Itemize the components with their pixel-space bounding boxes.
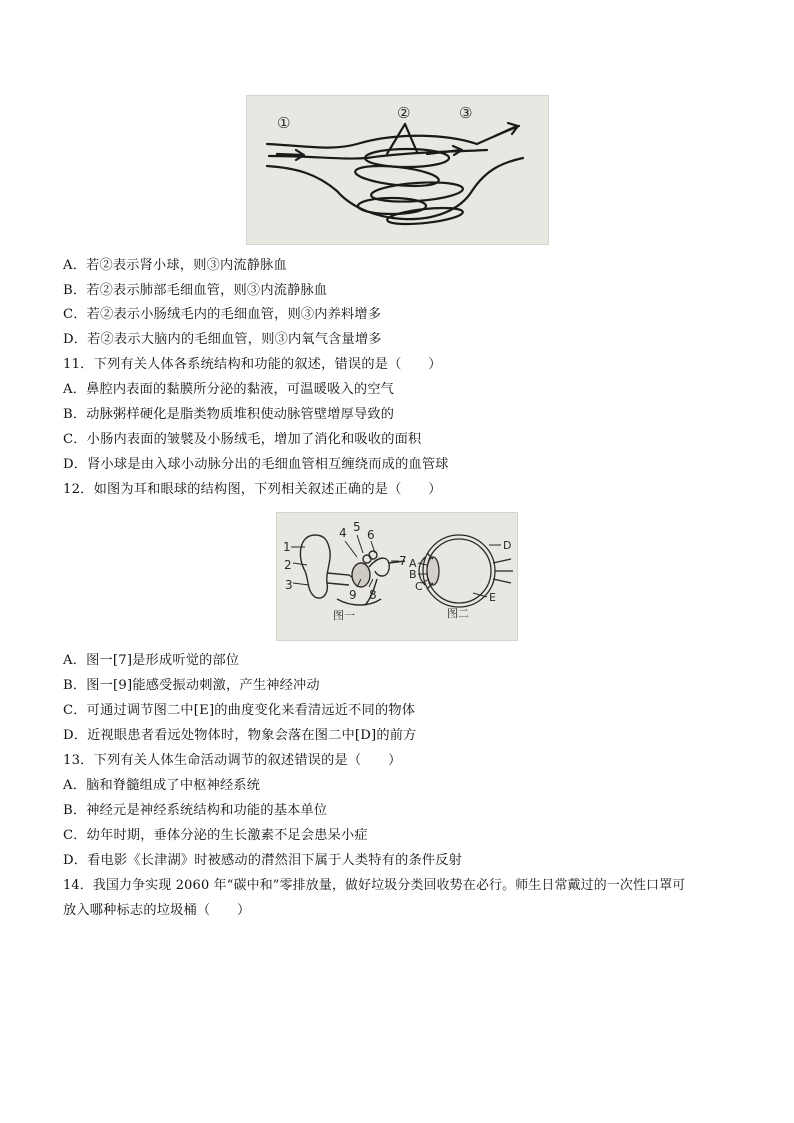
q13-option-c: C．幼年时期，垂体分泌的生长激素不足会患呆小症 — [63, 828, 368, 843]
q12-option-b: B．图一[9]能感受振动刺激，产生神经冲动 — [63, 678, 320, 693]
ear-num-4: 4 — [339, 526, 347, 540]
label-3: ③ — [459, 104, 473, 122]
q12-option-d: D．近视眼患者看远处物体时，物象会落在图二中[D]的前方 — [63, 728, 417, 743]
ear-num-3: 3 — [285, 578, 293, 592]
eye-letter-c: C — [415, 580, 423, 593]
q10-option-b: B．若②表示肺部毛细血管，则③内流静脉血 — [63, 283, 328, 298]
label-1: ① — [277, 114, 291, 132]
eye-letter-d: D — [503, 539, 512, 552]
q11-stem: 11．下列有关人体各系统结构和功能的叙述，错误的是（ ） — [63, 357, 442, 372]
label-2: ② — [397, 104, 411, 122]
q13-option-b: B．神经元是神经系统结构和功能的基本单位 — [63, 803, 328, 818]
q12-option-c: C．可通过调节图二中[E]的曲度变化来看清远近不同的物体 — [63, 703, 416, 718]
ear-num-7: 7 — [399, 554, 407, 568]
q11-option-c: C．小肠内表面的皱襞及小肠绒毛，增加了消化和吸收的面积 — [63, 432, 422, 447]
caption-left: 图一 — [333, 609, 355, 622]
q10-option-c: C．若②表示小肠绒毛内的毛细血管，则③内养料增多 — [63, 307, 382, 322]
eye-letter-a: A — [409, 557, 417, 570]
ear-num-1: 1 — [283, 540, 291, 554]
q12-option-a: A．图一[7]是形成听觉的部位 — [63, 653, 240, 668]
caption-right: 图二 — [447, 607, 469, 620]
q12-stem: 12．如图为耳和眼球的结构图，下列相关叙述正确的是（ ） — [63, 482, 442, 497]
ear-eye-diagram — [277, 513, 517, 640]
ear-eye-figure — [276, 512, 518, 641]
ear-num-2: 2 — [284, 558, 292, 572]
capillary-figure — [246, 95, 549, 245]
ear-num-8: 8 — [369, 588, 377, 602]
ear-num-9: 9 — [349, 588, 357, 602]
q13-stem: 13．下列有关人体生命活动调节的叙述错误的是（ ） — [63, 753, 402, 768]
q13-option-a: A．脑和脊髓组成了中枢神经系统 — [63, 778, 261, 793]
ear-num-5: 5 — [353, 520, 361, 534]
q11-option-a: A．鼻腔内表面的黏膜所分泌的黏液，可温暖吸入的空气 — [63, 382, 395, 397]
eye-letter-b: B — [409, 568, 417, 581]
q11-option-b: B．动脉粥样硬化是脂类物质堆积使动脉管壁增厚导致的 — [63, 407, 395, 422]
q11-option-d: D．肾小球是由入球小动脉分出的毛细血管相互缠绕而成的血管球 — [63, 457, 449, 472]
ear-num-6: 6 — [367, 528, 375, 542]
q10-option-a: A．若②表示肾小球，则③内流静脉血 — [63, 258, 287, 273]
q14-stem-line1: 14．我国力争实现 2060 年“碳中和”零排放量，做好垃圾分类回收势在必行。师生日常戴过的一次性口罩可 — [63, 878, 686, 893]
q10-option-d: D．若②表示大脑内的毛细血管，则③内氧气含量增多 — [63, 332, 382, 347]
q14-stem-line2: 放入哪种标志的垃圾桶（ ） — [63, 903, 251, 918]
capillary-diagram — [247, 96, 548, 244]
eye-letter-e: E — [489, 591, 496, 604]
q13-option-d: D．看电影《长津湖》时被感动的潸然泪下属于人类特有的条件反射 — [63, 853, 463, 868]
